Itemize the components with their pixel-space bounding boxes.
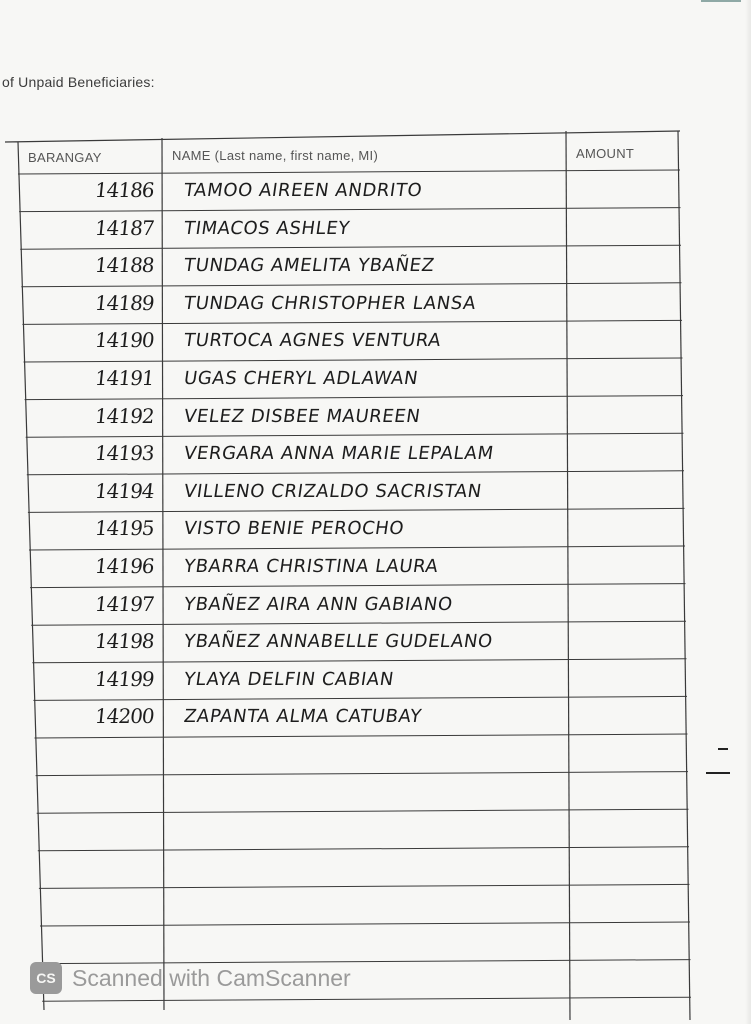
table-rule <box>21 283 681 287</box>
cell-name: YBAÑEZ ANNABELLE GUDELANO <box>182 631 495 653</box>
table-rule <box>20 245 681 249</box>
cell-name: TURTOCA AGNES VENTURA <box>182 330 443 352</box>
cell-barangay: 14200 <box>93 704 155 729</box>
watermark-text: Scanned with CamScanner <box>72 964 351 991</box>
cell-barangay: 14199 <box>93 666 155 691</box>
column-header-name: NAME (Last name, first name, MI) <box>172 148 379 163</box>
table-rule <box>35 734 688 738</box>
cell-name: YBARRA CHRISTINA LAURA <box>182 556 440 577</box>
cell-barangay: 14195 <box>93 516 155 541</box>
table-rule <box>29 546 685 550</box>
cell-name: VERGARA ANNA MARIE LEPALAM <box>182 443 496 465</box>
camscanner-watermark <box>30 962 351 994</box>
cell-name: VISTO BENIE PEROCHO <box>182 518 406 540</box>
cell-name: TAMOO AIREEN ANDRITO <box>182 180 424 201</box>
margin-tick <box>706 772 730 774</box>
cell-barangay: 14198 <box>93 629 155 654</box>
cell-barangay: 14194 <box>93 478 155 503</box>
table-rule <box>25 396 683 400</box>
list-heading: of Unpaid Beneficiaries: <box>2 74 155 90</box>
cell-name: YLAYA DELFIN CABIAN <box>182 668 396 690</box>
cell-barangay: 14193 <box>93 441 155 466</box>
cell-name: TUNDAG CHRISTOPHER LANSA <box>182 292 478 314</box>
camscanner-logo-icon: CS <box>30 962 62 994</box>
table-rule <box>5 131 680 142</box>
table-rule <box>39 884 690 888</box>
table-rule <box>36 772 688 776</box>
table-rule <box>37 809 689 813</box>
cell-name: UGAS CHERYL ADLAWAN <box>182 368 420 389</box>
cell-barangay: 14192 <box>93 403 155 428</box>
table-rule <box>31 621 686 625</box>
cell-barangay: 14186 <box>93 178 155 202</box>
table-rule <box>27 471 684 475</box>
margin-tick <box>718 748 728 750</box>
table-rule <box>38 847 689 851</box>
table-rule <box>26 433 684 437</box>
table-rule <box>19 208 680 212</box>
table-rule <box>18 170 680 174</box>
table-rule <box>40 922 690 926</box>
table-rule <box>28 508 685 512</box>
table-rule <box>18 142 44 1010</box>
cell-name: TUNDAG AMELITA YBAÑEZ <box>182 255 436 277</box>
table-rule <box>32 659 686 663</box>
cell-barangay: 14189 <box>93 290 155 315</box>
column-header-amount: AMOUNT <box>576 146 635 161</box>
cell-name: YBAÑEZ AIRA ANN GABIANO <box>182 593 455 615</box>
cell-barangay: 14196 <box>93 554 155 578</box>
cell-barangay: 14191 <box>93 366 155 390</box>
cell-name: VELEZ DISBEE MAUREEN <box>182 405 422 427</box>
table-rule <box>22 320 682 324</box>
cell-barangay: 14190 <box>93 328 155 353</box>
cell-name: TIMACOS ASHLEY <box>182 217 352 239</box>
table-rule <box>678 131 690 1020</box>
table-rule <box>42 997 691 1001</box>
cell-name: VILLENO CRIZALDO SACRISTAN <box>182 480 484 502</box>
cell-barangay: 14187 <box>93 215 155 240</box>
column-header-barangay: BARANGAY <box>28 150 102 165</box>
cell-barangay: 14197 <box>93 591 155 616</box>
table-rule <box>30 584 685 588</box>
table-rule <box>24 358 683 362</box>
cell-name: ZAPANTA ALMA CATUBAY <box>182 706 424 728</box>
cell-barangay: 14188 <box>93 253 155 278</box>
table-rule <box>33 696 687 700</box>
